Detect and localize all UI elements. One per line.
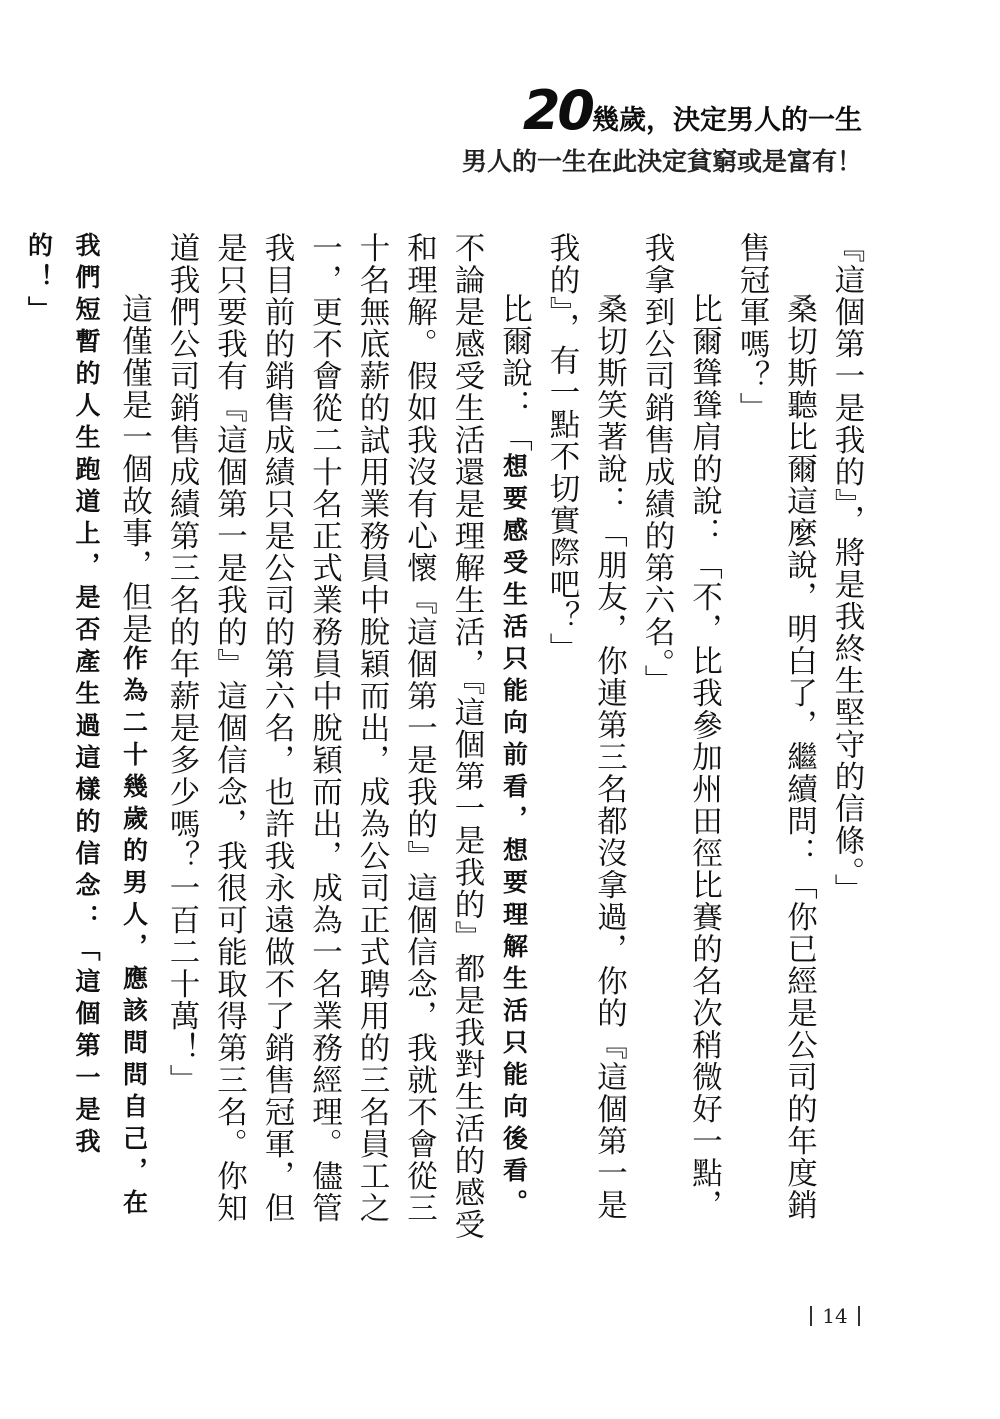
book-title (462, 79, 862, 142)
book-subtitle: 男人的一生在此決定貧窮或是富有！ (461, 147, 862, 176)
vertical-body-text (24, 232, 870, 1242)
paragraph-5-lead: 比爾說：「 (496, 293, 532, 453)
page-number: 14 (810, 1306, 860, 1326)
book-title-number: 20 (522, 79, 592, 142)
paragraph-6-lead: 這僅僅是一個故事，但是 (116, 293, 152, 645)
paragraph-2: 桑切斯聽比爾這麼說，明白了，繼續問：「你已經是公司的年度銷售冠軍嗎？」 (734, 232, 817, 1221)
paragraph-5-emphasis: 想要感受生活只能向前看，想要理解生活只能向後看。 (499, 453, 529, 1221)
paragraph-6 (15, 232, 158, 1242)
paragraph-1: 『這個第一是我的』，將是我終生堅守的信條。」 (829, 232, 864, 906)
paragraph-4: 桑切斯笑著說：「朋友，你連第三名都沒拿過，你的『這個第一是我的』，有一點不切實際吧？」 (544, 232, 627, 1221)
paragraph-5-body: 不論是感受生活還是理解生活，『這個第一是我的』都是我對生活的感受和理解。假如我沒有心懷『這個第一是我的』這個信念，我就不會從三十名無底薪的試用業務員中脫穎而出，成為公司正式聘用的三名員工之一，更不會從二十名正式業務員中脫穎而出，成為一名業務經理。儘管我目前的銷售成績只是公司的第六名，也許我永遠做不了銷售冠軍，但是只要我有『這個第一是我的』這個信念，我很可能取得第三名。你知道我們公司銷售成績第三名的年薪是多少嗎？一百二十萬！」 (164, 232, 484, 1241)
paragraph-5 (158, 232, 538, 1242)
running-header (461, 79, 862, 178)
book-title-text: 幾歲，決定男人的一生 (592, 105, 862, 136)
paragraph-3: 比爾聳聳肩的說：「不，比我參加州田徑比賽的名次稍微好一點，我拿到公司銷售成績的第六名。」 (639, 232, 722, 1221)
paragraph-6-emphasis: 作為二十幾歲的男人，應該問問自己，在我們短暫的人生跑道上，是否產生過這樣的信念：「這個第一是我的！」 (24, 232, 149, 1221)
